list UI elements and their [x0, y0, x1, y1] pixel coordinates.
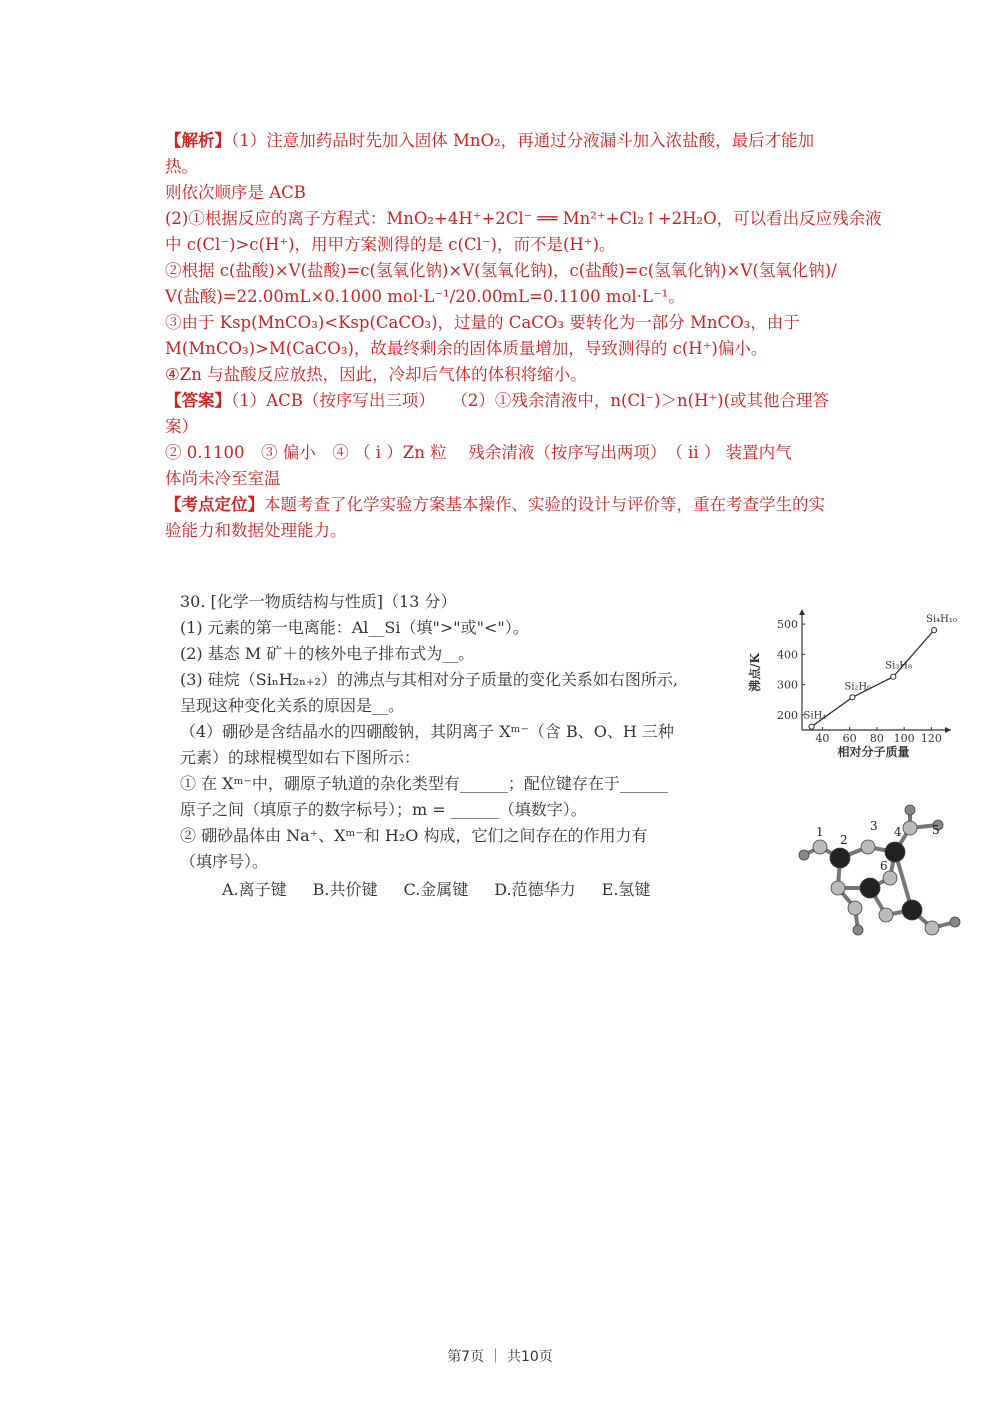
atom — [903, 821, 917, 835]
analysis-block — [165, 128, 882, 544]
analysis-line — [165, 284, 865, 310]
y-axis-arrow — [799, 609, 805, 615]
y-tick-label: 300 — [777, 678, 798, 692]
analysis-line — [165, 232, 865, 258]
analysis-line — [165, 336, 865, 362]
atom — [925, 921, 939, 935]
x-tick-label: 120 — [920, 732, 942, 745]
analysis-text: ④Zn 与盐酸反应放热，因此，冷却后气体的体积将缩小。 — [165, 365, 587, 384]
point-label: SiH₄ — [803, 710, 827, 722]
x-tick-label: 60 — [842, 732, 857, 745]
analysis-text: 则依次顺序是 ACB — [165, 183, 306, 202]
y-tick-label: 500 — [777, 618, 798, 632]
question-line: ① 在 Xᵐ⁻中，硼原子轨道的杂化类型有______；配位键存在于______ — [180, 774, 668, 793]
analysis-line — [165, 154, 865, 180]
atom-label: 1 — [816, 825, 824, 839]
data-point — [891, 674, 896, 679]
atom — [853, 925, 863, 935]
question-line: (1) 元素的第一电离能：Al__Si（填">"或"<"）。 — [180, 618, 529, 637]
analysis-line — [165, 518, 865, 544]
analysis-line — [165, 206, 882, 232]
option-item: B.共价键 — [312, 880, 378, 899]
analysis-line — [165, 258, 865, 284]
question-line: 原子之间（填原子的数字标号）；m = ______（填数字）。 — [180, 800, 587, 819]
point-label: Si₃H₈ — [885, 660, 913, 672]
atom-label: 4 — [894, 825, 902, 839]
x-tick-label: 40 — [815, 732, 830, 745]
analysis-text: V(盐酸)=22.00mL×0.1000 mol·L⁻¹/20.00mL=0.1100 mol·L⁻¹。 — [165, 287, 685, 306]
option-item: D.范德华力 — [494, 880, 576, 899]
question-block — [180, 589, 720, 875]
analysis-text: 本题考查了化学实验方案基本操作、实验的设计与评价等，重在考查学生的实 — [264, 495, 825, 514]
atom — [860, 878, 880, 898]
y-axis-label: 沸点/K — [748, 653, 762, 692]
boiling-point-chart — [745, 605, 960, 765]
x-tick-label: 80 — [869, 732, 884, 745]
analysis-line — [165, 414, 865, 440]
question-line: ② 硼砂晶体由 Na⁺、Xᵐ⁻和 H₂O 构成，它们之间存在的作用力有 — [180, 826, 648, 845]
point-label: Si₂H₆ — [844, 681, 872, 693]
analysis-line — [165, 362, 865, 388]
atom-label: 5 — [932, 823, 940, 837]
question-line: （填序号）。 — [180, 852, 269, 871]
section-tag: 【答案】 — [165, 391, 231, 410]
atom — [813, 840, 827, 854]
atom-label: 6 — [880, 859, 888, 873]
analysis-text: 中 c(Cl⁻)>c(H⁺)，用甲方案测得的是 c(Cl⁻)，而不是(H⁺)。 — [165, 235, 616, 254]
point-label: Si₄H₁₀ — [926, 614, 957, 626]
question-line: （4）硼砂是含结晶水的四硼酸钠，其阴离子 Xᵐ⁻（含 B、O、H 三种 — [180, 722, 674, 741]
question-line: 30. [化学一物质结构与性质]（13 分） — [180, 592, 457, 611]
analysis-line — [165, 440, 865, 466]
options-row — [180, 877, 720, 903]
atom — [885, 842, 905, 862]
data-point — [850, 695, 855, 700]
atom — [879, 908, 893, 922]
analysis-text: ②根据 c(盐酸)×V(盐酸)=c(氢氧化钠)×V(氢氧化钠)，c(盐酸)=c(氢氧化钠)×V(氢氧化钠)/ — [165, 261, 837, 280]
option-item: A.离子键 — [222, 880, 287, 899]
atom — [799, 850, 809, 860]
analysis-line — [165, 180, 865, 206]
option-item: E.氢键 — [601, 880, 651, 899]
analysis-text: ② 0.1100 ③ 偏小 ④ （ i ）Zn 粒 残余清液（按序写出两项） （ ii ） 装置内气 — [165, 443, 792, 462]
section-tag: 【解析】 — [165, 131, 231, 150]
atom-label: 3 — [870, 819, 878, 833]
analysis-line — [165, 310, 865, 336]
analysis-line — [165, 388, 865, 414]
ball-stick-model — [790, 800, 970, 940]
analysis-line — [165, 466, 865, 492]
atom — [905, 805, 915, 815]
data-point — [932, 628, 937, 633]
atom — [848, 901, 862, 915]
atom — [950, 917, 960, 927]
analysis-text: ③由于 Ksp(MnCO₃)<Ksp(CaCO₃)，过量的 CaCO₃ 要转化为一部分 MnCO₃，由于 — [165, 313, 800, 332]
analysis-text: 热。 — [165, 157, 198, 176]
analysis-line — [165, 128, 865, 154]
y-tick-label: 400 — [777, 648, 798, 662]
analysis-text: 体尚未冷至室温 — [165, 469, 281, 488]
y-tick-label: 200 — [777, 708, 798, 722]
question-line: 元素）的球棍模型如右下图所示： — [180, 748, 421, 767]
analysis-text: (2)①根据反应的离子方程式：MnO₂+4H⁺+2Cl⁻ ══ Mn²⁺+Cl₂↑+2H₂O，可以看出反应残余液 — [165, 209, 882, 228]
atom-label: 2 — [840, 833, 848, 847]
atom — [861, 840, 875, 854]
question-line: 呈现这种变化关系的原因是__。 — [180, 696, 405, 715]
atom — [883, 871, 897, 885]
atom — [902, 900, 922, 920]
data-point — [809, 724, 814, 729]
atom — [831, 881, 845, 895]
series-line — [812, 630, 935, 727]
analysis-text: 案） — [165, 417, 198, 436]
analysis-text: 验能力和数据处理能力。 — [165, 521, 347, 540]
x-axis-arrow — [945, 727, 951, 733]
section-tag: 【考点定位】 — [165, 495, 264, 514]
question-line: (3) 硅烷（SiₙH₂ₙ₊₂）的沸点与其相对分子质量的变化关系如右图所示, — [180, 670, 678, 689]
analysis-text: M(MnCO₃)>M(CaCO₃)，故最终剩余的固体质量增加，导致测得的 c(H⁺)偏小。 — [165, 339, 768, 358]
atom — [830, 848, 850, 868]
analysis-text: （1）ACB（按序写出三项） （2）①残余清液中，n(Cl⁻)＞n(H⁺)(或其他合理答 — [231, 391, 830, 410]
question-line: (2) 基态 M 矿＋的核外电子排布式为__。 — [180, 644, 475, 663]
analysis-text: （1）注意加药品时先加入固体 MnO₂，再通过分液漏斗加入浓盐酸，最后才能加 — [231, 131, 815, 150]
option-item: C.金属键 — [403, 880, 469, 899]
x-tick-label: 100 — [893, 732, 915, 745]
x-axis-label: 相对分子质量 — [837, 745, 910, 759]
page-footer: 第7页 ｜ 共10页 — [447, 1349, 553, 1365]
analysis-line — [165, 492, 865, 518]
